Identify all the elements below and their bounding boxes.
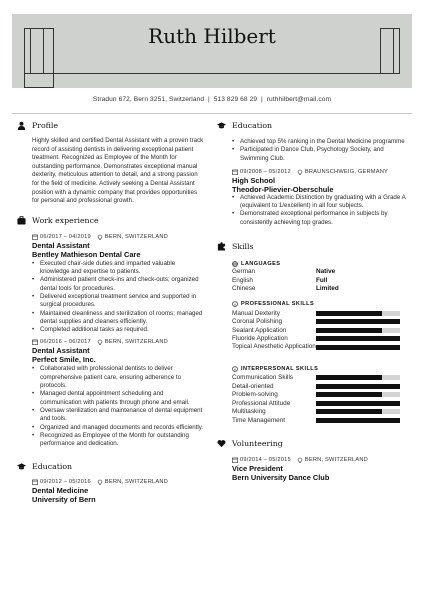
volunteering-role: Vice President [232,463,283,473]
heart-icon [216,439,226,449]
list-item: • Delivered exceptional treatment service and supported in surgical procedures. [32,293,206,310]
language-name: English [232,276,253,284]
skill-bar [316,384,400,389]
volunteering-heading [216,437,412,451]
job-dates: 06/2017 – 04/2019 [40,233,91,240]
list-item: • Completed additional tasks as required. [32,326,206,334]
languages-title: LANGUAGES [241,260,281,267]
volunteering-title: Volunteering [232,439,283,449]
list-item: • Organized and managed documents and records efficiently. [32,424,206,432]
location-pin-icon [297,169,303,175]
skills-heading [216,239,412,253]
job-bullets [16,260,206,335]
left-column [16,118,206,504]
job-entry [16,338,206,448]
skill-name: Manual Dexterity [232,309,280,317]
skill-bar-fill [316,336,400,341]
skill-bar-fill [316,345,400,350]
list-item: • Executed chair-side duties and imparted valuable knowledge and expertise to patients. [32,260,206,277]
skill-bar [316,328,400,333]
calendar-icon [32,339,38,345]
skill-row [216,309,412,318]
work-title: Work experience [32,216,99,226]
graduation-cap-icon [216,120,226,130]
skill-name: Time Management [232,417,286,424]
skill-bar [316,311,400,316]
education-meta [216,168,412,176]
language-row [216,277,412,286]
education-entry [16,478,206,504]
skill-row [216,343,412,360]
education-dates: 09/2008 – 05/2012 [240,168,291,175]
education-heading [216,118,412,132]
language-row [216,285,412,294]
language-name: Chinese [232,285,256,293]
interpersonal-skills-subheading [216,364,412,373]
language-level: Full [316,276,328,284]
skill-bar [316,392,400,397]
profile-text: Highly skilled and certified Dental Assistant with a proven track record of assisting dentists in delivering exceptional patient treatment. Recognized as Employee of the Month for outstanding performance. Demonstrates exceptional manual dexterity, meticulous attention to detail, and a strong passion for the field of medicine. Actively seeking a Dental Assistant position with a dynamic company that provides opportunities for personal and professional growth. [32,137,204,205]
calendar-icon [32,479,38,485]
job-location: BERN, SWITZERLAND [104,233,168,240]
education-meta [16,478,206,486]
languages-subheading [216,259,412,268]
graduation-cap-icon [16,461,26,471]
education-title: Education [32,461,73,471]
education-bullets [216,194,412,227]
language-name: German [232,268,256,276]
education-location: BRAUNSCHWEIG, GERMANY [304,168,389,175]
job-bullets [16,365,206,448]
skill-bar [316,409,400,414]
skill-bar [316,336,400,341]
calendar-icon [232,457,238,463]
location-pin-icon [97,234,103,240]
info-circle-icon [232,301,238,307]
job-dates: 06/2016 – 06/2017 [40,339,91,346]
list-item: • Managed dental appointment scheduling and communication with patients through phone and email. [32,390,206,407]
puzzle-icon [216,241,226,251]
job-role: Dental Assistant [32,346,90,356]
skill-bar-fill [316,418,400,423]
skill-bar [316,418,400,423]
education-degree: High School [232,175,276,185]
language-row [216,268,412,277]
list-item: • Achieved Academic Distinction by graduating with a Grade A (equivalent to 1/excellent) in all four subjects. [232,194,412,211]
education-bullets [216,138,412,163]
work-heading [16,214,206,228]
list-item: • Administered patient check-ins and check-outs; organized dental tools for procedures. [32,276,206,293]
skill-name: Sealant Application [232,326,287,334]
skill-bar [316,375,400,380]
location-pin-icon [97,339,103,345]
professional-skills-subheading [216,300,412,309]
language-level: Limited [316,285,339,293]
skill-bar-fill [316,375,382,380]
job-org: Perfect Smile, Inc. [32,355,96,365]
education-school: Theodor-Plievier-Oberschule [232,184,334,194]
list-item: • Maintained cleanliness and sterilization of rooms; managed dental supplies and cleaners efficiently. [32,310,206,327]
skills-title: Skills [232,241,254,251]
list-item: • Participated in Dance Club, Psychology Society, and Swimming Club. [232,146,412,163]
skill-bar-fill [316,392,382,397]
skill-bar [316,319,400,324]
job-role: Dental Assistant [32,240,90,250]
skill-bar-fill [316,401,400,406]
header-line [24,73,400,74]
right-column [216,118,412,482]
skill-bar-fill [316,311,382,316]
interpersonal-skills-title: INTERPERSONAL SKILLS [241,365,319,372]
skill-name: Detail-oriented [232,382,274,390]
skill-bar [316,401,400,406]
skill-name: Professional Attitude [232,399,291,407]
skill-bar-fill [316,319,400,324]
volunteering-dates: 09/2014 – 05/2015 [240,456,291,463]
professional-skills-list [216,309,412,360]
candidate-name: Ruth Hilbert [148,24,276,48]
list-item: • Recognized as Employee of the Month for outstanding performance and dedication. [32,432,206,449]
job-meta [16,338,206,346]
skill-name: Multitasking [232,408,266,416]
skill-name: Fluoride Application [232,335,288,343]
skill-row [216,335,412,344]
skill-name: Problem-solving [232,391,278,399]
job-meta [16,233,206,241]
skill-row [216,326,412,335]
volunteering-entry [216,456,412,482]
skill-bar-fill [316,409,382,414]
skill-row [216,399,412,408]
skill-row [216,390,412,399]
globe-icon [232,261,238,267]
skill-name: Communication Skills [232,374,294,382]
list-item: • Demonstrated exceptional performance in subjects by consistently achieving top grades. [232,210,412,227]
list-item: • Oversaw sterilization and maintenance of dental equipment and tools. [32,407,206,424]
list-item: • Collaborated with professional dentists to deliver comprehensive patient care, ensuring adherence to protocols. [32,365,206,390]
skill-bar [316,345,400,350]
education-location: BERN, SWITZERLAND [104,479,168,486]
education-entry [216,168,412,227]
education-title: Education [232,120,273,130]
person-icon [16,120,26,130]
language-level: Native [316,268,336,276]
skill-row [216,382,412,391]
job-org: Bentley Mathieson Dental Care [32,249,141,259]
job-entry [16,233,206,335]
contact-line: Stradun 672, Bern 3251, Switzerland | 513 829 68 29 | ruthhilbert@mail.com [92,96,332,103]
location-pin-icon [97,479,103,485]
location-pin-icon [297,457,303,463]
profile-title: Profile [32,120,58,130]
briefcase-icon [16,216,26,226]
education-heading [16,459,206,473]
education-school: University of Bern [32,495,96,505]
volunteering-location: BERN, SWITZERLAND [304,456,368,463]
list-item: • Achieved top 5% ranking in the Dental Medicine programme [232,138,412,146]
info-circle-icon [232,366,238,372]
education-dates: 09/2012 – 05/2016 [40,479,91,486]
volunteering-meta [216,456,412,464]
skill-row [216,373,412,382]
skill-row [216,317,412,326]
professional-skills-title: PROFESSIONAL SKILLS [241,301,315,308]
calendar-icon [32,234,38,240]
skill-name: Topical Anesthetic Application [232,343,316,351]
header-divider [12,113,412,114]
skill-name: Coronal Polishing [232,318,283,326]
skill-row [216,416,412,425]
volunteering-org: Bern University Dance Club [232,472,330,482]
skill-bar-fill [316,328,382,333]
skill-row [216,408,412,417]
job-location: BERN, SWITZERLAND [104,339,168,346]
interpersonal-skills-list [216,373,412,425]
education-degree: Dental Medicine [32,486,89,496]
profile-heading [16,118,206,132]
skill-bar-fill [316,384,400,389]
calendar-icon [232,169,238,175]
